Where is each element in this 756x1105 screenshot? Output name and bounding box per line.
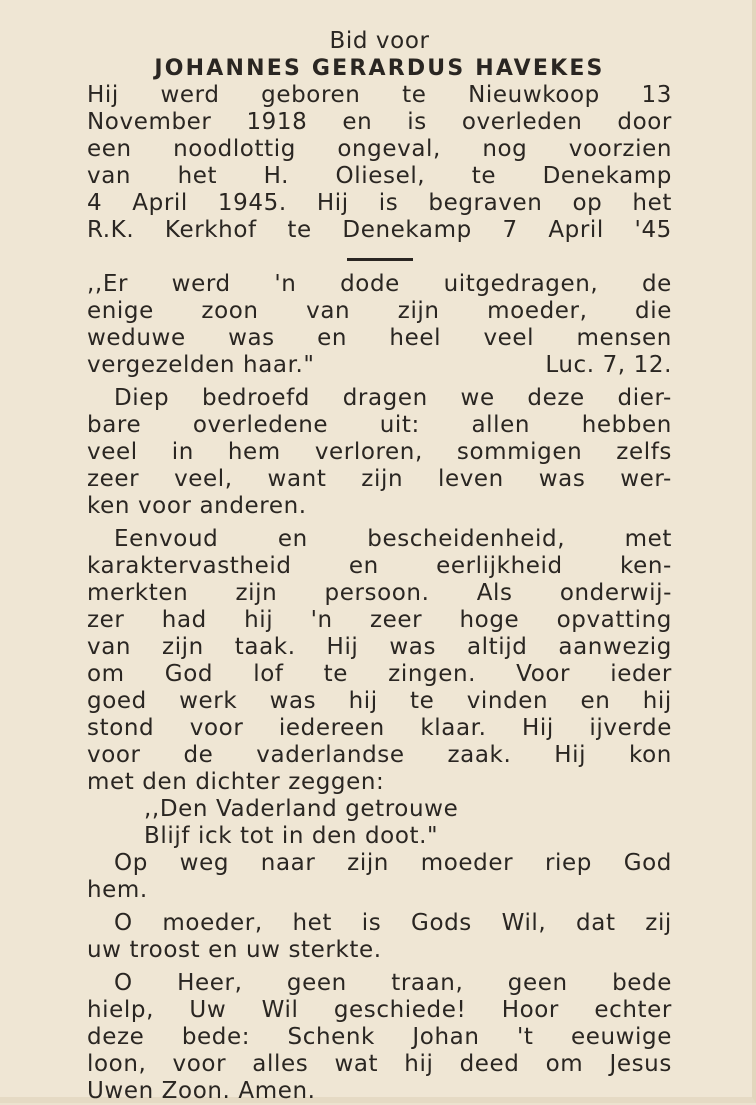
word: enige	[87, 298, 154, 324]
word: ongeval,	[337, 136, 441, 162]
word: bedroefd	[201, 385, 311, 411]
word: met	[624, 526, 672, 552]
word: en	[342, 109, 373, 135]
bio-line	[87, 109, 672, 136]
word: het	[632, 190, 672, 216]
word: van	[87, 163, 132, 189]
quote-reference: Luc. 7, 12.	[545, 352, 672, 378]
word: veel,	[174, 466, 233, 492]
word: Gods	[411, 910, 472, 936]
word: begraven	[428, 190, 543, 216]
word: is	[361, 910, 382, 936]
word: was	[228, 325, 275, 351]
word: Kerkhof	[164, 217, 257, 243]
word: de	[183, 742, 214, 768]
word: noodlottig	[173, 136, 296, 162]
word: Wil,	[501, 910, 547, 936]
word: moeder	[420, 850, 514, 876]
word: door	[617, 109, 672, 135]
word: aanwezig	[558, 634, 672, 660]
word: overledene	[192, 412, 329, 438]
word: zaak.	[447, 742, 512, 768]
word: God	[623, 850, 672, 876]
word: voor	[172, 1051, 227, 1077]
paragraph-line	[87, 385, 672, 412]
word: zijn	[361, 466, 404, 492]
paragraph-3	[87, 850, 672, 904]
word: lof	[253, 661, 284, 687]
paragraph-line	[87, 715, 672, 742]
paragraph-line	[87, 1024, 672, 1051]
word: en	[277, 526, 308, 552]
word: naar	[260, 850, 316, 876]
word: ken-	[620, 553, 672, 579]
word: zijn	[347, 850, 389, 876]
word: Hij	[522, 715, 554, 741]
word: werk	[179, 688, 238, 714]
word: R.K.	[87, 217, 135, 243]
bio-line	[87, 190, 672, 217]
poem-line: Blijf ick tot in den doot."	[144, 823, 439, 849]
deceased-name: JOHANNES GERARDUS HAVEKES	[154, 56, 605, 81]
word: vaderlandse	[256, 742, 405, 768]
paragraph-line	[87, 688, 672, 715]
paragraph-last-line: met den dichter zeggen:	[87, 769, 385, 795]
paragraph-line	[87, 634, 672, 661]
card-text	[87, 28, 672, 1105]
word: en	[317, 325, 348, 351]
word: geboren	[261, 82, 361, 108]
word: en	[348, 553, 379, 579]
word: moeder,	[162, 910, 263, 936]
word: zeer	[87, 466, 140, 492]
word: zer	[87, 607, 125, 633]
word: 'n	[310, 607, 333, 633]
quote-line	[87, 298, 672, 325]
paragraph-5	[87, 970, 672, 1105]
word: traan,	[391, 970, 464, 996]
word: zijn	[162, 634, 204, 660]
word: hielp,	[87, 997, 155, 1023]
word: te	[471, 163, 497, 189]
word: zijn	[397, 298, 440, 324]
paragraph-line	[87, 970, 672, 997]
bio-line	[87, 217, 672, 244]
word: uitgedragen,	[443, 271, 599, 297]
word: vinden	[466, 688, 549, 714]
word: was	[389, 634, 437, 660]
quote-last-line	[87, 352, 672, 379]
word: dragen	[342, 385, 428, 411]
word: om	[87, 661, 125, 687]
word: een	[87, 136, 132, 162]
word: om	[545, 1051, 584, 1077]
paragraph-last-line: ken voor anderen.	[87, 493, 307, 519]
word: klaar.	[420, 715, 487, 741]
word: geen	[286, 970, 347, 996]
word: taak.	[234, 634, 296, 660]
word: zingen.	[388, 661, 477, 687]
word: heel	[389, 325, 442, 351]
word: ,,Er	[87, 271, 129, 297]
word: Hoor	[501, 997, 559, 1023]
paragraph-line	[87, 526, 672, 553]
word: overleden	[461, 109, 583, 135]
word: voor	[87, 742, 141, 768]
poem	[87, 796, 672, 850]
word: 7	[502, 217, 518, 243]
word: hij	[404, 1051, 434, 1077]
bio-line	[87, 82, 672, 109]
word: de	[641, 271, 672, 297]
word: onderwij-	[559, 580, 672, 606]
word: stond	[87, 715, 155, 741]
quote-line	[87, 271, 672, 298]
word: we	[460, 385, 495, 411]
word: hebben	[581, 412, 672, 438]
word: Denekamp	[542, 163, 672, 189]
word: Johan	[412, 1024, 480, 1050]
word: leven	[437, 466, 504, 492]
paragraph-line	[87, 412, 672, 439]
word: zelfs	[616, 439, 672, 465]
word: echter	[594, 997, 672, 1023]
word: 4	[87, 190, 103, 216]
word: zijn	[235, 580, 278, 606]
word: dode	[340, 271, 400, 297]
word: 'n	[274, 271, 297, 297]
divider-rule	[347, 258, 413, 261]
word: dat	[576, 910, 616, 936]
word: November	[87, 109, 212, 135]
paragraph-4	[87, 910, 672, 964]
word: '45	[634, 217, 672, 243]
quote-line	[87, 325, 672, 352]
word: Wil	[261, 997, 299, 1023]
word: geen	[507, 970, 568, 996]
paragraph-2	[87, 526, 672, 796]
paragraph-line	[87, 553, 672, 580]
word: deed	[459, 1051, 520, 1077]
word: sommigen	[456, 439, 583, 465]
word: uit:	[379, 412, 420, 438]
word: Heer,	[177, 970, 243, 996]
word: H.	[263, 163, 290, 189]
word: is	[407, 109, 427, 135]
word: bescheidenheid,	[367, 526, 566, 552]
word: eeuwige	[570, 1024, 672, 1050]
paragraph-line	[87, 742, 672, 769]
paragraph-line	[87, 997, 672, 1024]
word: goed	[87, 688, 147, 714]
word: het	[292, 910, 333, 936]
word: te	[410, 688, 435, 714]
word: riep	[544, 850, 592, 876]
word: April	[548, 217, 604, 243]
word: persoon.	[324, 580, 430, 606]
word: wat	[334, 1051, 379, 1077]
word: Hij	[554, 742, 587, 768]
word: dier-	[617, 385, 672, 411]
word: deze	[87, 1024, 145, 1050]
word: te	[287, 217, 312, 243]
bid-voor-heading: Bid voor	[329, 28, 430, 54]
paragraph-line	[87, 1051, 672, 1078]
word: was	[538, 466, 586, 492]
paragraph-line	[87, 466, 672, 493]
word: in	[171, 439, 194, 465]
word: Hij	[87, 82, 119, 108]
word: Nieuwkoop	[468, 82, 600, 108]
word: voor	[189, 715, 244, 741]
word: kon	[628, 742, 672, 768]
paragraph-line	[87, 607, 672, 634]
word: te	[402, 82, 427, 108]
word: zeer	[369, 607, 423, 633]
word: bede	[612, 970, 672, 996]
word: van	[87, 634, 132, 660]
word: Op	[114, 850, 148, 876]
biography	[87, 82, 672, 244]
word: Diep	[114, 385, 170, 411]
word: O	[114, 970, 133, 996]
word: Denekamp	[342, 217, 472, 243]
word: opvatting	[556, 607, 672, 633]
paragraph-line	[87, 580, 672, 607]
word: hij	[642, 688, 672, 714]
word: zij	[645, 910, 672, 936]
word: 1918	[246, 109, 308, 135]
paragraph-line	[87, 661, 672, 688]
word: zoon	[201, 298, 259, 324]
word: 13	[641, 82, 672, 108]
word: die	[635, 298, 672, 324]
word: ieder	[610, 661, 672, 687]
word: wer-	[620, 466, 672, 492]
word: hij	[348, 688, 378, 714]
word: mensen	[576, 325, 672, 351]
word: werd	[171, 271, 231, 297]
word: loon,	[87, 1051, 147, 1077]
poem-line: ,,Den Vaderland getrouwe	[144, 796, 459, 822]
word: altijd	[466, 634, 528, 660]
word: en	[580, 688, 611, 714]
word: eerlijkheid	[436, 553, 563, 579]
word: 't	[516, 1024, 534, 1050]
word: Schenk	[287, 1024, 375, 1050]
word: 1945.	[217, 190, 287, 216]
word: had	[161, 607, 207, 633]
word: voorzien	[568, 136, 672, 162]
scripture-quote	[87, 271, 672, 379]
word: op	[572, 190, 603, 216]
word: Als	[476, 580, 513, 606]
word: allen	[471, 412, 531, 438]
word: weduwe	[87, 325, 186, 351]
word: O	[114, 910, 133, 936]
word: Jesus	[609, 1051, 672, 1077]
word: karaktervastheid	[87, 553, 292, 579]
word: want	[267, 466, 327, 492]
word: Eenvoud	[114, 526, 219, 552]
word: hij	[244, 607, 274, 633]
word: alles	[252, 1051, 309, 1077]
word: bare	[87, 412, 142, 438]
paragraph-line	[87, 439, 672, 466]
paragraph-last-line: hem.	[87, 877, 148, 903]
paragraph-1	[87, 385, 672, 520]
word: iedereen	[278, 715, 385, 741]
word: Uw	[189, 997, 227, 1023]
word: God	[164, 661, 214, 687]
word: het	[177, 163, 218, 189]
word: bede:	[181, 1024, 251, 1050]
word: nog	[482, 136, 528, 162]
word: hoge	[459, 607, 520, 633]
word: hem	[227, 439, 281, 465]
word: Oliesel,	[335, 163, 426, 189]
bio-line	[87, 136, 672, 163]
word: ijverde	[589, 715, 672, 741]
word: veel	[483, 325, 535, 351]
word: van	[306, 298, 351, 324]
word: merkten	[87, 580, 189, 606]
paragraph-line	[87, 850, 672, 877]
quote-last-text: vergezelden haar."	[87, 352, 315, 378]
word: Voor	[516, 661, 571, 687]
word: werd	[160, 82, 220, 108]
word: verloren,	[314, 439, 423, 465]
word: geschiede!	[333, 997, 467, 1023]
paragraph-line	[87, 910, 672, 937]
word: was	[269, 688, 317, 714]
word: deze	[527, 385, 585, 411]
word: Hij	[326, 634, 359, 660]
word: Hij	[316, 190, 349, 216]
paragraph-last-line: Uwen Zoon. Amen.	[87, 1078, 316, 1104]
word: veel	[87, 439, 138, 465]
word: weg	[179, 850, 230, 876]
word: moeder,	[487, 298, 588, 324]
word: April	[132, 190, 188, 216]
paragraph-last-line: uw troost en uw sterkte.	[87, 937, 382, 963]
word: te	[323, 661, 349, 687]
bio-line	[87, 163, 672, 190]
word: is	[378, 190, 399, 216]
